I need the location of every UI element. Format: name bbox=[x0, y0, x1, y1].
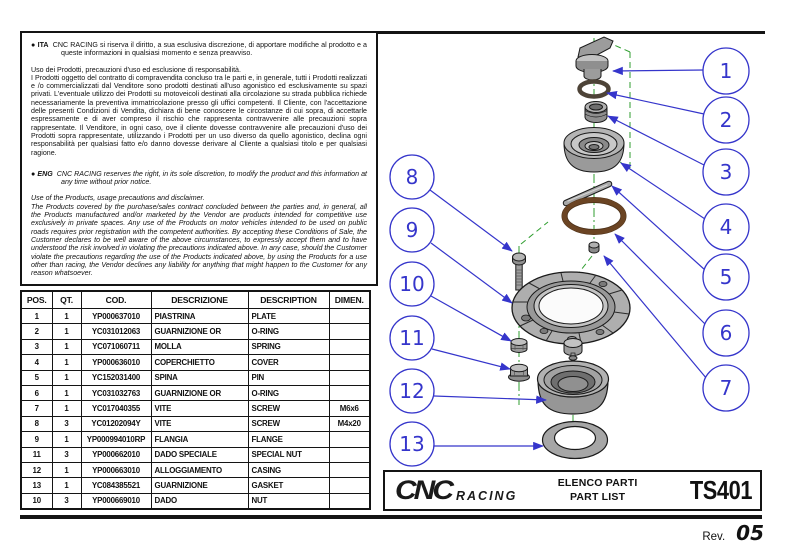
table-cell: 7 bbox=[21, 401, 52, 416]
callout-1 bbox=[703, 48, 749, 94]
table-cell: YP000636010 bbox=[81, 355, 151, 370]
ita-heading: Uso dei Prodotti, precauzioni d'uso ed esclusione di responsabilità. bbox=[31, 65, 241, 74]
table-cell: 9 bbox=[21, 432, 52, 447]
eng-heading: Use of the Products, usage precautions and disclaimer. bbox=[31, 194, 205, 203]
table-cell: 1 bbox=[52, 309, 81, 324]
svg-text:12: 12 bbox=[399, 379, 425, 403]
svg-text:1: 1 bbox=[719, 59, 733, 83]
table-cell: 1 bbox=[21, 309, 52, 324]
table-cell: 10 bbox=[21, 493, 52, 509]
eng-notice-text: CNC RACING reserves the right, in its sole discretion, to modify the product and this information at any time without prior notice. bbox=[56, 169, 367, 187]
table-cell: YC031032763 bbox=[81, 385, 151, 400]
table-cell: 1 bbox=[52, 339, 81, 354]
table-cell: O-RING bbox=[248, 385, 329, 400]
callout-8 bbox=[390, 155, 434, 199]
table-cell: PLATE bbox=[248, 309, 329, 324]
col-header-qt: QT. bbox=[52, 291, 81, 309]
table-cell: 3 bbox=[52, 416, 81, 431]
ita-notice-text: CNC RACING si riserva il diritto, a sua esclusiva discrezione, di apportare modifiche al prodotto e a queste informazioni in qualsiasi momento e senza preavviso. bbox=[52, 41, 368, 58]
svg-text:3: 3 bbox=[719, 160, 733, 184]
table-cell: 4 bbox=[21, 355, 52, 370]
table-cell: YC017040355 bbox=[81, 401, 151, 416]
table-cell: M6x6 bbox=[329, 401, 370, 416]
callout-2 bbox=[703, 97, 749, 143]
part-plate bbox=[576, 37, 613, 80]
table-cell: PIASTRINA bbox=[151, 309, 248, 324]
revision-value: 05 bbox=[736, 521, 764, 545]
callout-13 bbox=[390, 422, 434, 466]
table-cell: GUARNIZIONE OR bbox=[151, 385, 248, 400]
part-special-nut bbox=[509, 364, 530, 381]
part-screw-m6 bbox=[589, 242, 599, 253]
callout-arrow-2 bbox=[607, 93, 704, 114]
table-cell: YP000994010RP bbox=[81, 432, 151, 447]
table-cell: YP000663010 bbox=[81, 462, 151, 477]
table-cell: DADO SPECIALE bbox=[151, 447, 248, 462]
table-cell: YC152031400 bbox=[81, 370, 151, 385]
table-cell: 3 bbox=[52, 447, 81, 462]
callout-arrow-12 bbox=[434, 396, 546, 400]
table-cell: YP000669010 bbox=[81, 493, 151, 509]
callout-3 bbox=[703, 149, 749, 195]
part-list-title bbox=[517, 477, 678, 504]
col-header-descrizione: DESCRIZIONE bbox=[151, 291, 248, 309]
part-list-title-it: ELENCO PARTI bbox=[557, 476, 638, 489]
revision-label: Rev. bbox=[702, 531, 726, 543]
table-cell: 3 bbox=[52, 493, 81, 509]
table-cell: 2 bbox=[21, 324, 52, 339]
bottom-border-rule bbox=[20, 515, 762, 519]
table-cell: 12 bbox=[21, 462, 52, 477]
eng-body: The Products covered by the purchase/sales contract concluded between the parties and, in general, all the Products manufactured and/or marketed by the Vendor are products intended for competitive use exclusively in private spaces. Any use of the Products on motor vehicles intended to be used on public roads requires prior registration with the competent authorities. By accepting these Conditions of Sale, the Customer declares to be well aware of the above circumstances, to expressly accept them and to have understood the risk involved in violating the precautions indicated above. In any case, should the Customer violate the precautions regarding the use of the Products indicated above, by using the Products for a use other than racing, the Vendor declines any liability for anything that might happen to the Customer for any reason whatsoever. bbox=[31, 202, 367, 278]
table-cell: MOLLA bbox=[151, 339, 248, 354]
callout-arrow-11 bbox=[432, 349, 510, 369]
ita-body: I Prodotti oggetto del contratto di compravendita concluso tra le parti e, in generale, tutti i Prodotti realizzati e /o commercializzati dal Venditore sono prodotti destinati all'uso agonistico ed esclusivamente su spazi privati. L'eventuale utilizzo dei Prodotti su motoveicoli destinati alla circolazione su strada pubblica richiede necessariamente la preventiva immatricolazione presso gli uffici competenti. Il Cliente, con l'accettazione delle presenti Condizioni di Vendita, dichiara di bene conoscere le circostanze di cui sopra, di accettarle espressamente e di aver compreso il rischio che rappresenta contravvenire alle precauzioni sopra rappresentate. Il Venditore, in ogni caso, ove il cliente dovesse contravvenire alle precauzioni d'uso dei Prodotti sopra rappresentate, utilizzando i Prodotti per un uso diverso da quello agonistico, declina ogni responsabilità per qualsiasi fatto e/o danno dovesse derivare al Cliente a qualsiasi titolo e per qualsiasi ragione. bbox=[31, 73, 367, 157]
table-cell: 6 bbox=[21, 385, 52, 400]
part-gasket bbox=[543, 422, 608, 459]
table-cell: 1 bbox=[52, 478, 81, 493]
part-list-title-en: PART LIST bbox=[569, 490, 626, 503]
table-cell: 1 bbox=[52, 401, 81, 416]
table-cell: 5 bbox=[21, 370, 52, 385]
table-cell: 1 bbox=[52, 370, 81, 385]
table-cell: COVER bbox=[248, 355, 329, 370]
part-spring bbox=[585, 102, 607, 123]
sheet-code: TS401 bbox=[689, 475, 752, 505]
callout-arrow-9 bbox=[431, 243, 512, 303]
table-cell: GUARNIZIONE bbox=[151, 478, 248, 493]
callout-7 bbox=[703, 365, 749, 411]
callout-12 bbox=[390, 369, 434, 413]
cnc-racing-logo bbox=[395, 474, 517, 508]
table-cell: 1 bbox=[52, 324, 81, 339]
table-cell: DADO bbox=[151, 493, 248, 509]
table-cell: SPRING bbox=[248, 339, 329, 354]
part-casing bbox=[538, 361, 609, 414]
svg-text:13: 13 bbox=[399, 432, 425, 456]
part-flange bbox=[512, 272, 630, 344]
callout-10 bbox=[390, 262, 434, 306]
part-screw-m4 bbox=[513, 253, 526, 290]
title-block bbox=[383, 470, 762, 511]
table-cell: 1 bbox=[52, 355, 81, 370]
svg-text:5: 5 bbox=[719, 265, 733, 289]
table-cell: GASKET bbox=[248, 478, 329, 493]
col-header-description: DESCRIPTION bbox=[248, 291, 329, 309]
callout-arrow-10 bbox=[431, 296, 511, 341]
ita-tag: ● ITA bbox=[31, 41, 49, 49]
table-cell: GUARNIZIONE OR bbox=[151, 324, 248, 339]
table-cell: VITE bbox=[151, 416, 248, 431]
callout-arrow-5 bbox=[612, 186, 705, 270]
table-cell: COPERCHIETTO bbox=[151, 355, 248, 370]
table-cell: FLANGE bbox=[248, 432, 329, 447]
table-cell: NUT bbox=[248, 493, 329, 509]
col-header-cod: COD. bbox=[81, 291, 151, 309]
table-cell: CASING bbox=[248, 462, 329, 477]
table-cell: 11 bbox=[21, 447, 52, 462]
table-cell: 3 bbox=[21, 339, 52, 354]
callout-5 bbox=[703, 254, 749, 300]
svg-text:4: 4 bbox=[719, 215, 733, 239]
table-cell: PIN bbox=[248, 370, 329, 385]
table-cell: 1 bbox=[52, 462, 81, 477]
svg-text:7: 7 bbox=[719, 376, 733, 400]
table-cell: YC031012063 bbox=[81, 324, 151, 339]
svg-text:6: 6 bbox=[719, 321, 733, 345]
table-cell: M4x20 bbox=[329, 416, 370, 431]
callout-arrow-8 bbox=[430, 190, 512, 251]
eng-tag: ● ENG bbox=[31, 169, 53, 178]
part-cover bbox=[564, 128, 624, 173]
table-cell: 1 bbox=[52, 385, 81, 400]
flange-center-stem bbox=[564, 337, 582, 361]
table-cell: YP000637010 bbox=[81, 309, 151, 324]
part-nut bbox=[511, 339, 527, 353]
table-cell: O-RING bbox=[248, 324, 329, 339]
svg-text:2: 2 bbox=[719, 108, 733, 132]
svg-text:9: 9 bbox=[405, 218, 419, 242]
svg-text:11: 11 bbox=[399, 326, 425, 350]
table-cell: 1 bbox=[52, 432, 81, 447]
logo-racing-text: RACING bbox=[456, 488, 518, 503]
col-header-pos: POS. bbox=[21, 291, 52, 309]
table-cell: YP000662010 bbox=[81, 447, 151, 462]
table-cell: YC01202094Y bbox=[81, 416, 151, 431]
callout-arrow-1 bbox=[613, 70, 704, 71]
table-cell: 13 bbox=[21, 478, 52, 493]
table-cell: SCREW bbox=[248, 401, 329, 416]
callout-4 bbox=[703, 204, 749, 250]
svg-text:10: 10 bbox=[399, 272, 425, 296]
callout-6 bbox=[703, 310, 749, 356]
table-cell: 8 bbox=[21, 416, 52, 431]
col-header-dimen: DIMEN. bbox=[329, 291, 370, 309]
table-cell: VITE bbox=[151, 401, 248, 416]
table-cell: SPINA bbox=[151, 370, 248, 385]
table-cell: FLANGIA bbox=[151, 432, 248, 447]
revision bbox=[688, 521, 764, 545]
table-cell: ALLOGGIAMENTO bbox=[151, 462, 248, 477]
table-cell: YC071060711 bbox=[81, 339, 151, 354]
svg-text:8: 8 bbox=[405, 165, 419, 189]
table-cell: YC084385521 bbox=[81, 478, 151, 493]
table-cell: SCREW bbox=[248, 416, 329, 431]
logo-cnc-text: CNC bbox=[395, 475, 451, 505]
callout-9 bbox=[390, 208, 434, 252]
table-cell: SPECIAL NUT bbox=[248, 447, 329, 462]
callout-11 bbox=[390, 316, 434, 360]
callout-arrow-4 bbox=[621, 163, 705, 219]
